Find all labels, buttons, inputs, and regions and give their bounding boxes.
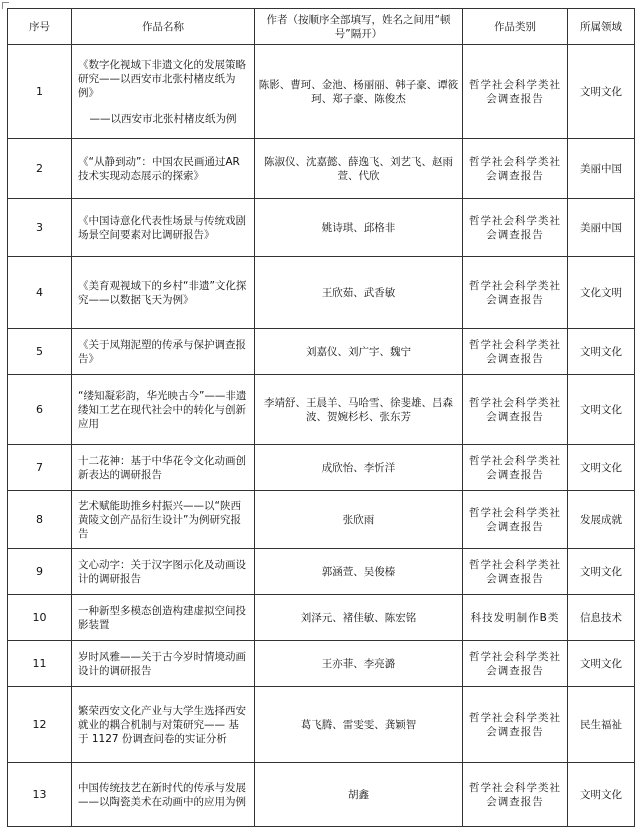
- row-category: 哲学社会科学类社会调查报告: [463, 491, 568, 549]
- header-field: 所属领域: [568, 9, 635, 45]
- row-field: 信息技术: [568, 595, 635, 641]
- row-category: 哲学社会科学类社会调查报告: [463, 687, 568, 763]
- row-title: 艺术赋能助推乡村振兴——以“陕西黄陵文创产品衍生设计”为例研究报告: [72, 491, 255, 549]
- row-authors: 李靖舒、王晨羊、马哈雪、徐斐雄、吕森波、贺婉杉杉、张东芳: [255, 375, 463, 445]
- row-authors: 张欣雨: [255, 491, 463, 549]
- row-index: 4: [8, 257, 72, 329]
- works-table: [7, 8, 635, 827]
- works-table-container: [7, 8, 635, 827]
- row-category: 哲学社会科学类社会调查报告: [463, 549, 568, 595]
- table-row: [8, 329, 635, 375]
- row-title: 《美育观视域下的乡村“非遗”文化探究——以数据飞天为例》: [72, 257, 255, 329]
- row-title: 一种新型多模态创造构建虚拟空间投影装置: [72, 595, 255, 641]
- row-title-main: 《数字化视域下非遗文化的发展策略研究——以西安市北张村楮皮纸为例》: [78, 58, 246, 99]
- row-category: 哲学社会科学类社会调查报告: [463, 45, 568, 139]
- row-title: 《关于凤翔泥塑的传承与保护调查报告》: [72, 329, 255, 375]
- header-row: [8, 9, 635, 45]
- table-row: [8, 45, 635, 139]
- row-authors: 陈淑仪、沈嘉懿、薛逸飞、刘艺飞、赵雨萱、代欣: [255, 139, 463, 199]
- table-row: [8, 139, 635, 199]
- row-authors: 刘嘉仪、刘广宇、魏宁: [255, 329, 463, 375]
- row-category: 哲学社会科学类社会调查报告: [463, 763, 568, 827]
- row-title: 文心动字：关于汉字图示化及动画设计的调研报告: [72, 549, 255, 595]
- row-category: 哲学社会科学类社会调查报告: [463, 375, 568, 445]
- row-field: 文化文明: [568, 257, 635, 329]
- header-category: 作品类别: [463, 9, 568, 45]
- row-title-sub: ——以西安市北张村楮皮纸为例: [89, 112, 237, 125]
- row-category: 哲学社会科学类社会调查报告: [463, 641, 568, 687]
- row-category: 哲学社会科学类社会调查报告: [463, 199, 568, 257]
- row-title: 中国传统技艺在新时代的传承与发展——以陶瓷美术在动画中的应用为例: [72, 763, 255, 827]
- row-field: 文明文化: [568, 445, 635, 491]
- row-index: 10: [8, 595, 72, 641]
- row-authors: 王欣茹、武香敏: [255, 257, 463, 329]
- table-row: [8, 549, 635, 595]
- table-row: [8, 445, 635, 491]
- row-authors: 葛飞腾、雷雯雯、龚颖智: [255, 687, 463, 763]
- row-field: 发展成就: [568, 491, 635, 549]
- row-index: 5: [8, 329, 72, 375]
- row-category: 哲学社会科学类社会调查报告: [463, 139, 568, 199]
- row-field: 文明文化: [568, 329, 635, 375]
- row-authors: 王亦菲、李亮潞: [255, 641, 463, 687]
- row-field: 文明文化: [568, 45, 635, 139]
- row-index: 9: [8, 549, 72, 595]
- row-authors: 成欣怡、李忻洋: [255, 445, 463, 491]
- row-title: “缕知凝彩韵，华光映古今”——非遗缕知工艺在现代社会中的转化与创新应用: [72, 375, 255, 445]
- table-row: [8, 595, 635, 641]
- row-field: 文明文化: [568, 641, 635, 687]
- row-field: 美丽中国: [568, 199, 635, 257]
- row-authors: 刘泽元、褚佳敏、陈宏铭: [255, 595, 463, 641]
- row-title: 十二花神：基于中华花令文化动画创新表达的调研报告: [72, 445, 255, 491]
- row-authors: 姚诗琪、邱格非: [255, 199, 463, 257]
- header-index: 序号: [8, 9, 72, 45]
- row-title: 繁荣西安文化产业与大学生选择西安就业的耦合机制与对策研究—— 基于 1127 份调查问卷的实证分析: [72, 687, 255, 763]
- row-field: 文明文化: [568, 763, 635, 827]
- table-row: [8, 199, 635, 257]
- table-row: [8, 491, 635, 549]
- row-index: 1: [8, 45, 72, 139]
- row-authors: 郭涵萱、吴俊榛: [255, 549, 463, 595]
- table-row: [8, 257, 635, 329]
- row-index: 2: [8, 139, 72, 199]
- row-category: 哲学社会科学类社会调查报告: [463, 329, 568, 375]
- header-title: 作品名称: [72, 9, 255, 45]
- row-field: 美丽中国: [568, 139, 635, 199]
- row-field: 民生福祉: [568, 687, 635, 763]
- row-field: 文明文化: [568, 549, 635, 595]
- row-index: 12: [8, 687, 72, 763]
- row-index: 8: [8, 491, 72, 549]
- table-row: [8, 763, 635, 827]
- row-index: 3: [8, 199, 72, 257]
- table-row: [8, 687, 635, 763]
- header-authors: 作者（按顺序全部填写，姓名之间用“顿号”隔开）: [255, 9, 463, 45]
- row-authors: 胡鑫: [255, 763, 463, 827]
- row-category: 哲学社会科学类社会调查报告: [463, 257, 568, 329]
- row-category: 科技发明制作B类: [463, 595, 568, 641]
- table-row: [8, 375, 635, 445]
- table-row: [8, 641, 635, 687]
- row-title: 《中国诗意化代表性场景与传统戏剧场景空间要素对比调研报告》: [72, 199, 255, 257]
- row-field: 文明文化: [568, 375, 635, 445]
- row-title: 《“从静到动”：中国农民画通过AR技术实现动态展示的探索》: [72, 139, 255, 199]
- row-index: 11: [8, 641, 72, 687]
- row-index: 6: [8, 375, 72, 445]
- row-index: 7: [8, 445, 72, 491]
- row-authors: 陈影、曹珂、金池、杨丽丽、韩子豪、谭筱珂、郑子豪、陈俊杰: [255, 45, 463, 139]
- row-category: 哲学社会科学类社会调查报告: [463, 445, 568, 491]
- row-title: [72, 45, 255, 139]
- row-title: 岁时风雅——关于古今岁时情境动画设计的调研报告: [72, 641, 255, 687]
- row-index: 13: [8, 763, 72, 827]
